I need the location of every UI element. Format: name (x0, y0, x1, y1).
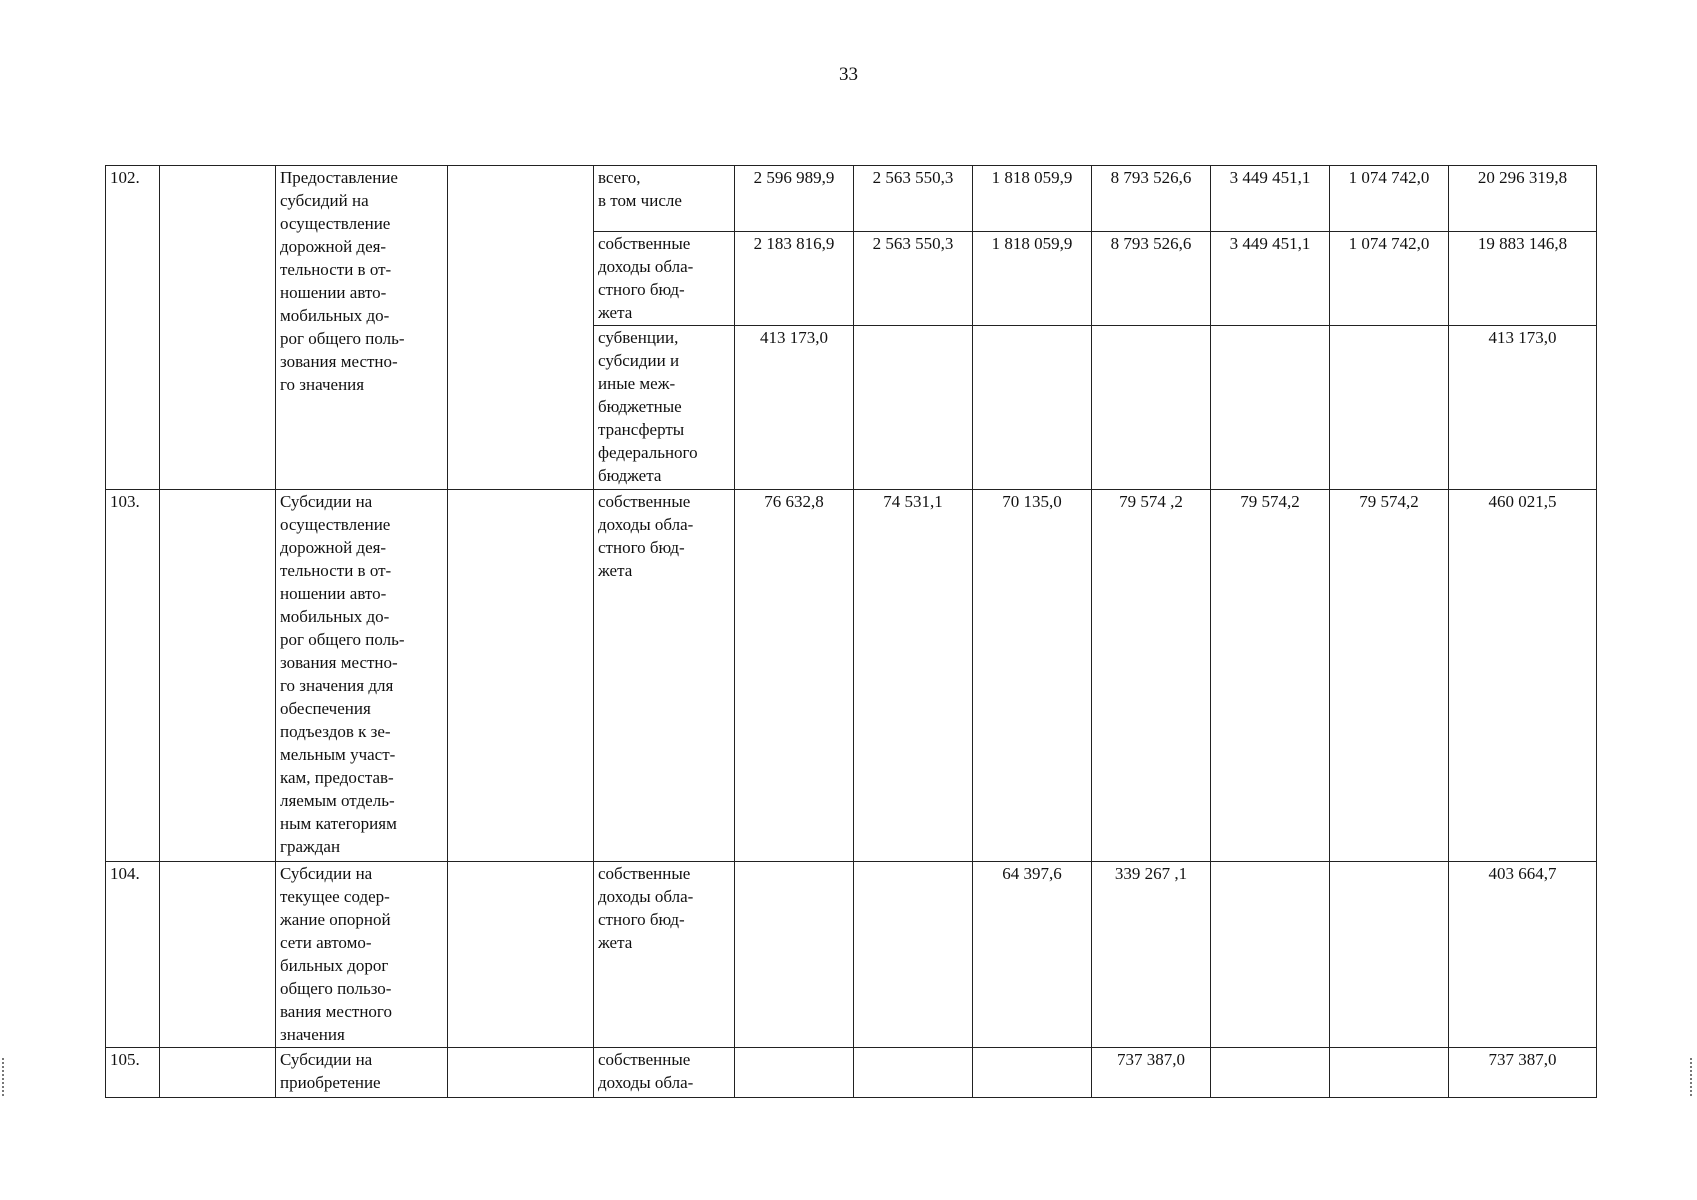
total-value: 737 387,0 (1449, 1048, 1597, 1098)
year-value: 79 574 ,2 (1092, 490, 1211, 862)
year-value: 2 563 550,3 (854, 166, 973, 232)
year-value: 74 531,1 (854, 490, 973, 862)
year-value (1330, 326, 1449, 490)
year-value (735, 1048, 854, 1098)
year-value (1211, 1048, 1330, 1098)
year-value (854, 326, 973, 490)
year-value: 79 574,2 (1211, 490, 1330, 862)
empty-cell (448, 490, 594, 862)
year-value: 2 183 816,9 (735, 232, 854, 326)
funding-source: субвенции, субсидии и иные меж- бюджетные трансферты федерального бюджета (594, 326, 735, 490)
funding-source: собственные доходы обла- стного бюд- жета (594, 232, 735, 326)
year-value: 70 135,0 (973, 490, 1092, 862)
year-value: 79 574,2 (1330, 490, 1449, 862)
page-number: 33 (839, 64, 858, 85)
year-value: 1 818 059,9 (973, 232, 1092, 326)
year-value: 3 449 451,1 (1211, 166, 1330, 232)
empty-cell (160, 1048, 276, 1098)
year-value: 1 074 742,0 (1330, 166, 1449, 232)
year-value (1092, 326, 1211, 490)
year-value (1211, 326, 1330, 490)
row-number: 105. (106, 1048, 160, 1098)
scan-edge-mark-right (1690, 1058, 1694, 1096)
year-value: 3 449 451,1 (1211, 232, 1330, 326)
total-value: 460 021,5 (1449, 490, 1597, 862)
total-value: 403 664,7 (1449, 862, 1597, 1048)
year-value (973, 1048, 1092, 1098)
empty-cell (448, 166, 594, 490)
empty-cell (160, 490, 276, 862)
year-value (854, 1048, 973, 1098)
row-number: 103. (106, 490, 160, 862)
year-value: 8 793 526,6 (1092, 166, 1211, 232)
measure-name: Субсидии на текущее содер- жание опорной сети автомо- бильных дорог общего пользо- вания местного значения (276, 862, 448, 1048)
year-value (1330, 862, 1449, 1048)
year-value: 64 397,6 (973, 862, 1092, 1048)
scan-edge-mark-left (2, 1058, 6, 1096)
table-row-104 (106, 862, 1597, 1048)
year-value (735, 862, 854, 1048)
measure-name: Предоставление субсидий на осуществление дорожной дея- тельности в от- ношении авто- мобильных до- рог общего поль- зования местно- го значения (276, 166, 448, 490)
empty-cell (448, 1048, 594, 1098)
year-value: 76 632,8 (735, 490, 854, 862)
row-number: 102. (106, 166, 160, 490)
year-value: 339 267 ,1 (1092, 862, 1211, 1048)
total-value: 413 173,0 (1449, 326, 1597, 490)
year-value: 1 818 059,9 (973, 166, 1092, 232)
year-value (854, 862, 973, 1048)
year-value: 413 173,0 (735, 326, 854, 490)
table-row-103 (106, 490, 1597, 862)
year-value (1330, 1048, 1449, 1098)
table-row-102-total (106, 166, 1597, 232)
year-value: 2 563 550,3 (854, 232, 973, 326)
year-value: 1 074 742,0 (1330, 232, 1449, 326)
row-number: 104. (106, 862, 160, 1048)
funding-source: собственные доходы обла- стного бюд- жета (594, 490, 735, 862)
table-row-105 (106, 1048, 1597, 1098)
funding-source: всего, в том числе (594, 166, 735, 232)
measure-name: Субсидии на осуществление дорожной дея- тельности в от- ношении авто- мобильных до- рог общего поль- зования местно- го значения для обеспечения подъездов к зе- мельным участ- кам, предостав- ляемым отдель- ным категориям граждан (276, 490, 448, 862)
year-value: 8 793 526,6 (1092, 232, 1211, 326)
year-value (1211, 862, 1330, 1048)
funding-source: собственные доходы обла- стного бюд- жета (594, 862, 735, 1048)
year-value: 2 596 989,9 (735, 166, 854, 232)
empty-cell (160, 166, 276, 490)
total-value: 20 296 319,8 (1449, 166, 1597, 232)
budget-table (105, 165, 1597, 1098)
year-value: 737 387,0 (1092, 1048, 1211, 1098)
empty-cell (160, 862, 276, 1048)
measure-name: Субсидии на приобретение (276, 1048, 448, 1098)
funding-source: собственные доходы обла- (594, 1048, 735, 1098)
total-value: 19 883 146,8 (1449, 232, 1597, 326)
year-value (973, 326, 1092, 490)
empty-cell (448, 862, 594, 1048)
